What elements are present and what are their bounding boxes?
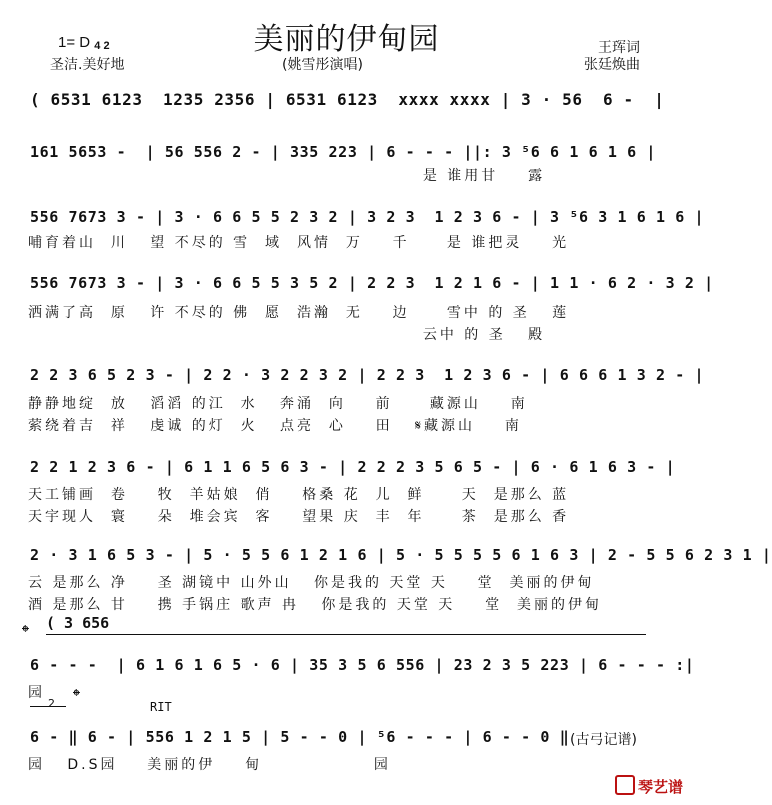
lyrics-row-4b: 云中 的 圣 殿 <box>28 327 546 343</box>
lyrics-row-3: 哺育着山 川 望 不尽的 雪 域 风情 万 千 是 谁把灵 光 <box>28 235 570 251</box>
lyrics-row-8: 园 <box>28 685 45 701</box>
ritardando-marking: RIT <box>150 700 172 714</box>
singer-credit: (姚雪彤演唱) <box>282 57 363 73</box>
lyricist-credit: 王珲词 <box>598 40 640 56</box>
lyrics-row-7b: 酒 是那么 甘 携 手锅庄 歌声 冉 你是我的 天堂 天 堂 美丽的伊甸 <box>28 597 603 613</box>
lyrics-row-5a: 静静地绽 放 滔滔 的江 水 奔涌 向 前 藏源山 南 <box>28 396 528 412</box>
watermark-logo-icon <box>615 775 635 795</box>
volta-2-label: 2 <box>48 697 55 710</box>
notes-row-3: 556 7673 3 - | 3 · 6 6 5 5 2 3 2 | 3 2 3 1 2 3 6 - | 3 ⁵6 3 1 6 1 6 | <box>30 208 705 226</box>
song-title: 美丽的伊甸园 <box>253 22 440 57</box>
notes-row-6: 2 2 1 2 3 6 - | 6 1 1 6 5 6 3 - | 2 2 2 3 5 6 5 - | 6 · 6 1 6 3 - | <box>30 458 676 476</box>
lyrics-row-6b: 天宇现人 寰 朵 堆会宾 客 望果 庆 丰 年 茶 是那么 香 <box>28 509 570 525</box>
notes-row-7: 2 · 3 1 6 5 3 - | 5 · 5 5 6 1 2 1 6 | 5 · 5 5 5 5 6 1 6 3 | 2 - 5 5 6 2 3 1 | <box>30 546 772 564</box>
notes-row-5: 2 2 3 6 5 2 3 - | 2 2 · 3 2 2 3 2 | 2 2 3 1 2 3 6 - | 6 6 6 1 3 2 - | <box>30 366 705 384</box>
lyrics-row-9: 园 D.S园 美丽的伊 甸 园 <box>28 757 391 773</box>
volta-line <box>46 634 646 635</box>
lyrics-row-5b: 萦绕着吉 祥 虔诚 的灯 火 点亮 心 田 𝄋藏源山 南 <box>28 418 522 434</box>
key-signature: 1= D 4 2 <box>58 34 110 52</box>
lyrics-row-7a: 云 是那么 净 圣 湖镜中 山外山 你是我的 天堂 天 堂 美丽的伊甸 <box>28 575 595 591</box>
coda-icon-2: 𝄌 <box>73 684 80 708</box>
lyrics-row-4a: 洒满了高 原 许 不尽的 佛 愿 浩瀚 无 边 雪中 的 圣 莲 <box>28 305 570 321</box>
notes-row-8: 6 - - - | 6 1 6 1 6 5 · 6 | 35 3 5 6 556 | 23 2 3 5 223 | 6 - - - :| <box>30 656 695 674</box>
notes-row-1: ( 6531 6123 1235 2356 | 6531 6123 xxxx xxxx | 3 · 56 6 - | <box>30 90 665 109</box>
watermark: 琴艺谱 <box>615 775 683 797</box>
notes-row-2: 161 5653 - | 56 556 2 - | 335 223 | 6 - - - ||: 3 ⁵6 6 1 6 1 6 | <box>30 143 656 161</box>
composer-credit: 张廷焕曲 <box>584 57 640 73</box>
lyrics-row-6a: 天工铺画 卷 牧 羊姑娘 俏 格桑 花 儿 鲜 天 是那么 蓝 <box>28 487 570 503</box>
notes-row-4: 556 7673 3 - | 3 · 6 6 5 5 3 5 2 | 2 2 3 1 2 1 6 - | 1 1 · 6 2 · 3 2 | <box>30 274 714 292</box>
coda-icon: 𝄌 <box>22 620 29 644</box>
intro-bracket: ( 3 656 <box>46 614 110 632</box>
notes-row-9: 6 - ‖ 6 - | 556 1 2 1 5 | 5 - - 0 | ⁵6 - - - | 6 - - 0 ‖ <box>30 728 570 746</box>
source-note: (古弓记谱) <box>570 732 637 748</box>
lyrics-row-2: 是 谁用甘 露 <box>28 168 546 184</box>
time-signature: 4 2 <box>94 40 110 52</box>
mood-marking: 圣洁.美好地 <box>50 57 125 73</box>
